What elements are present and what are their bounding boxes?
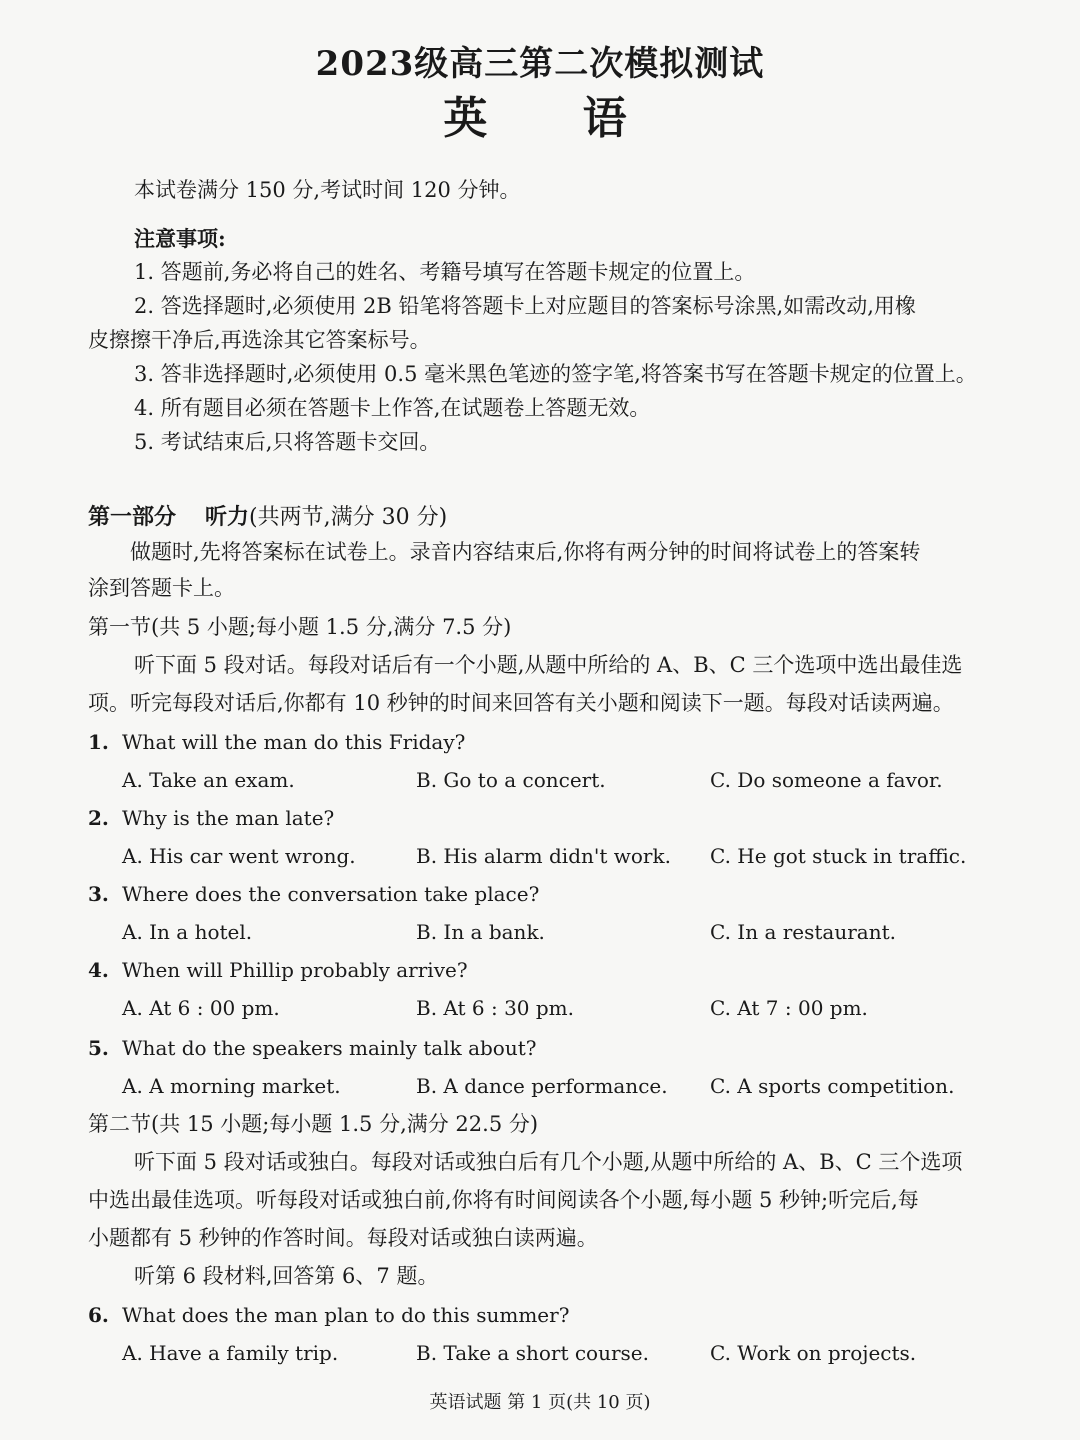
option-b: B. His alarm didn't work. — [416, 844, 671, 868]
question-number: 2. — [88, 806, 109, 830]
question-text: What will the man do this Friday? — [122, 730, 466, 754]
question-text: Where does the conversation take place? — [122, 882, 540, 906]
note-item: 1. 答题前,务必将自己的姓名、考籍号填写在答题卡规定的位置上。 — [134, 260, 756, 284]
page-footer: 英语试题 第 1 页(共 10 页) — [429, 1392, 651, 1413]
option-b: B. In a bank. — [416, 920, 545, 944]
question-text: What does the man plan to do this summer? — [122, 1303, 570, 1327]
option-a: A. At 6 : 00 pm. — [122, 996, 280, 1020]
option-c: C. In a restaurant. — [710, 920, 896, 944]
subject-title: 英 语 — [443, 93, 667, 144]
option-a: A. His car went wrong. — [122, 844, 356, 868]
intro-text: 本试卷满分 150 分,考试时间 120 分钟。 — [134, 178, 521, 202]
section1-title: 第一节(共 5 小题;每小题 1.5 分,满分 7.5 分) — [88, 615, 512, 639]
note-item: 皮擦擦干净后,再选涂其它答案标号。 — [88, 328, 431, 352]
question-text: Why is the man late? — [122, 806, 335, 830]
option-c: C. Work on projects. — [710, 1341, 917, 1365]
question-number: 4. — [88, 958, 109, 982]
question-number: 1. — [88, 730, 109, 754]
part1-detail: (共两节,满分 30 分) — [249, 505, 448, 530]
question-text: When will Phillip probably arrive? — [122, 958, 468, 982]
question-number: 5. — [88, 1036, 109, 1060]
section1-instruction: 项。听完每段对话后,你都有 10 秒钟的时间来回答有关小题和阅读下一题。每段对话读两遍。 — [88, 691, 954, 715]
question-number: 3. — [88, 882, 109, 906]
option-b: B. At 6 : 30 pm. — [416, 996, 575, 1020]
exam-title: 2023级高三第二次模拟测试 — [315, 44, 765, 84]
option-b: B. Take a short course. — [416, 1341, 649, 1365]
material-instruction: 听第 6 段材料,回答第 6、7 题。 — [134, 1264, 439, 1288]
option-b: B. Go to a concert. — [416, 768, 606, 792]
section2-instruction: 中选出最佳选项。听每段对话或独白前,你将有时间阅读各个小题,每小题 5 秒钟;听完后,每 — [88, 1188, 919, 1212]
option-a: A. Have a family trip. — [122, 1341, 339, 1365]
note-item: 3. 答非选择题时,必须使用 0.5 毫米黑色笔迹的签字笔,将答案书写在答题卡规定的位置上。 — [134, 362, 977, 386]
option-c: C. A sports competition. — [710, 1074, 955, 1098]
note-item: 5. 考试结束后,只将答题卡交回。 — [134, 430, 441, 454]
option-a: A. Take an exam. — [122, 768, 295, 792]
section2-instruction: 小题都有 5 秒钟的作答时间。每段对话或独白读两遍。 — [88, 1226, 598, 1250]
part1-heading — [88, 500, 447, 531]
option-a: A. In a hotel. — [122, 920, 253, 944]
question-number: 6. — [88, 1303, 109, 1327]
part1-label: 第一部分 — [88, 504, 177, 530]
part1-name: 听力 — [205, 504, 250, 530]
option-a: A. A morning market. — [122, 1074, 341, 1098]
part1-instruction: 涂到答题卡上。 — [88, 576, 235, 600]
section1-instruction: 听下面 5 段对话。每段对话后有一个小题,从题中所给的 A、B、C 三个选项中选出最佳选 — [134, 653, 963, 677]
option-c: C. At 7 : 00 pm. — [710, 996, 868, 1020]
question-text: What do the speakers mainly talk about? — [122, 1036, 537, 1060]
note-item: 4. 所有题目必须在答题卡上作答,在试题卷上答题无效。 — [134, 396, 651, 420]
option-c: C. Do someone a favor. — [710, 768, 943, 792]
option-b: B. A dance performance. — [416, 1074, 668, 1098]
part1-instruction: 做题时,先将答案标在试卷上。录音内容结束后,你将有两分钟的时间将试卷上的答案转 — [130, 540, 921, 564]
section2-title: 第二节(共 15 小题;每小题 1.5 分,满分 22.5 分) — [88, 1112, 539, 1136]
notes-heading: 注意事项: — [134, 226, 226, 251]
note-item: 2. 答选择题时,必须使用 2B 铅笔将答题卡上对应题目的答案标号涂黑,如需改动,用橡 — [134, 294, 916, 318]
option-c: C. He got stuck in traffic. — [710, 844, 967, 868]
section2-instruction: 听下面 5 段对话或独白。每段对话或独白后有几个小题,从题中所给的 A、B、C 三个选项 — [134, 1150, 963, 1174]
